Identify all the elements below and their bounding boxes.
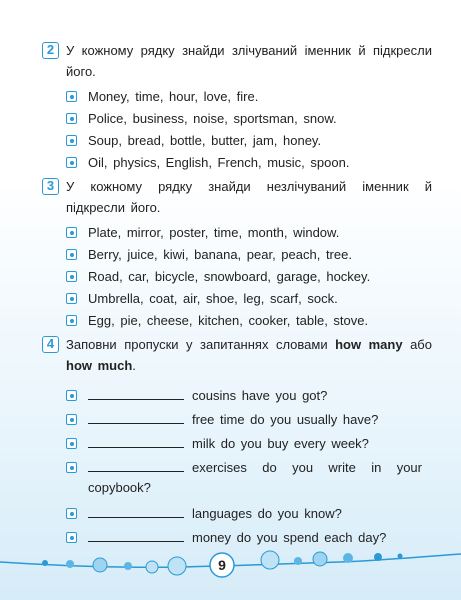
bullet-icon [66,462,77,473]
bullet-icon [66,91,77,102]
item-text: Egg, pie, cheese, kitchen, cooker, table, stove. [88,313,369,328]
keyword-how-much: how much [66,358,133,373]
item-text: Money, time, hour, love, fire. [88,89,259,104]
bullet-icon [66,414,77,425]
instruction-mid: або [410,337,432,352]
list-item [66,152,432,174]
list-item [66,432,432,456]
answer-blank[interactable] [88,506,184,518]
answer-blank[interactable] [88,388,184,400]
task-instruction: У кожному рядку знайди незлічуваний іменник й підкресли його. [66,179,432,215]
list-item [66,458,432,498]
task-2-header [42,40,432,82]
item-text: Police, business, noise, sportsman, snow. [88,111,337,126]
task-instruction [66,334,432,376]
list-item [66,86,432,108]
bullet-icon [66,157,77,168]
list-item [66,502,432,526]
task-2-items [42,86,432,174]
list-item [66,266,432,288]
item-text: milk do you buy every week? [192,436,369,451]
item-text: Plate, mirror, poster, time, month, window. [88,225,340,240]
task-instruction: У кожному рядку знайди злічуваний іменник й підкресли його. [66,43,432,79]
list-item [66,408,432,432]
keyword-how-many: how many [335,337,403,352]
task-number: 2 [42,42,59,59]
bullet-icon [66,390,77,401]
task-4 [42,334,432,550]
bullet-icon [66,315,77,326]
bullet-icon [66,508,77,519]
item-text: Berry, juice, kiwi, banana, pear, peach, tree. [88,247,352,262]
instruction-start: Заповни пропуски у запитаннях словами [66,337,328,352]
list-item [66,310,432,332]
task-2 [42,40,432,174]
bullet-icon [66,135,77,146]
task-3 [42,176,432,332]
bullet-icon [66,438,77,449]
task-4-header [42,334,432,376]
item-text: exercises do you write in your copybook? [88,460,422,495]
bullet-icon [66,293,77,304]
list-item [66,384,432,408]
item-text: Oil, physics, English, French, music, spoon. [88,155,350,170]
task-number: 4 [42,336,59,353]
list-item [66,244,432,266]
item-text: cousins have you got? [192,388,328,403]
answer-blank[interactable] [88,412,184,424]
item-text: money do you spend each day? [192,530,387,545]
item-text: Soup, bread, bottle, butter, jam, honey. [88,133,322,148]
instruction-end: . [132,358,136,373]
page-footer [0,540,461,590]
answer-blank[interactable] [88,460,184,472]
task-3-header [42,176,432,218]
list-item [66,108,432,130]
answer-blank[interactable] [88,436,184,448]
item-text: Umbrella, coat, air, shoe, leg, scarf, sock. [88,291,338,306]
item-text: languages do you know? [192,506,342,521]
task-4-items [42,384,432,550]
item-text: Road, car, bicycle, snowboard, garage, hockey. [88,269,371,284]
list-item [66,288,432,310]
task-number: 3 [42,178,59,195]
bullet-icon [66,113,77,124]
page-number: 9 [218,557,226,573]
list-item [66,130,432,152]
bullet-icon [66,271,77,282]
item-text: free time do you usually have? [192,412,379,427]
bullet-icon [66,227,77,238]
task-3-items [42,222,432,332]
list-item [66,222,432,244]
bullet-icon [66,249,77,260]
